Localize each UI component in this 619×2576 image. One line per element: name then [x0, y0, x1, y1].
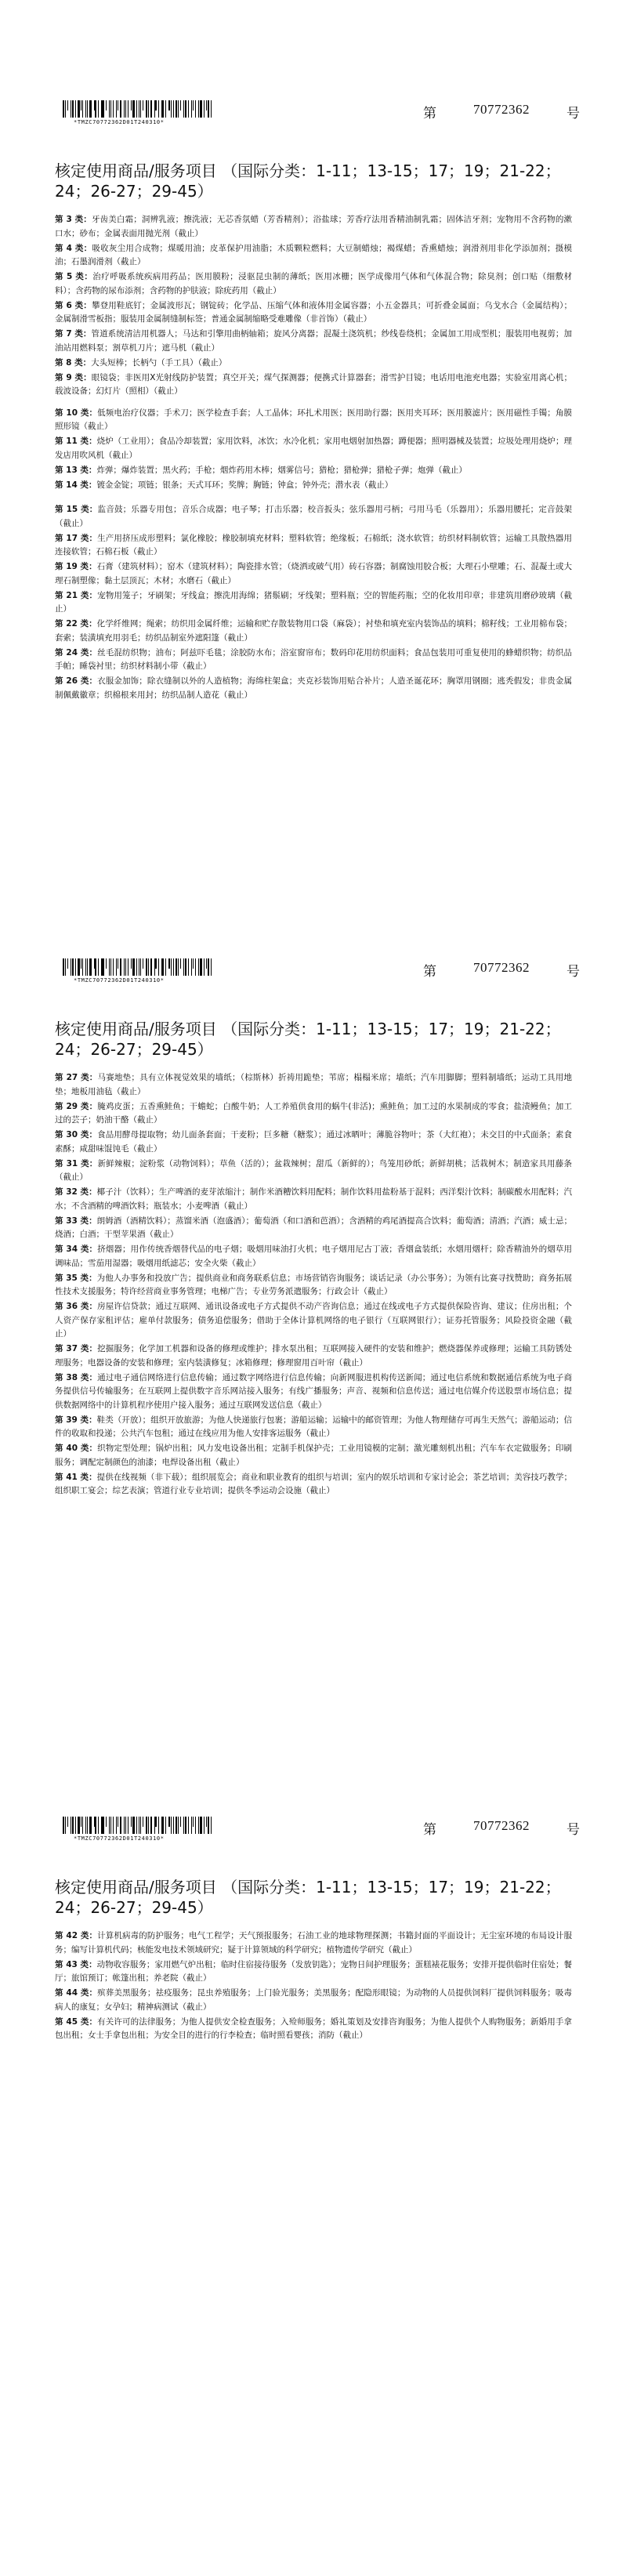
registration-number	[423, 102, 580, 121]
reg-number: 70772362	[473, 102, 530, 117]
class-items: 马赛地垫；具有立体视觉效果的墙纸；（棕斯林）折祷用跪垫；苇席；榻榻米席；墙纸；汽车用脚脚；塑料制墙纸；运动工具用地垫；地板用油毡（截止）	[55, 1073, 572, 1096]
class-label: 第 9 类：	[55, 372, 92, 382]
class-entry	[55, 213, 572, 241]
class-label: 第 5 类：	[55, 272, 93, 281]
class-label: 第 41 类：	[55, 1472, 97, 1482]
class-label: 第 4 类：	[55, 243, 92, 253]
class-items: 食品用酵母提取物；幼儿面条套面；干麦粉；巨多糖（糖浆）；通过冰晒叶；薄脆谷物叶；茶（大红袍）；未交目的中式面条；素食素酥；咸甜味馄饨毛（截止）	[55, 1130, 572, 1154]
class-label: 第 7 类：	[55, 329, 92, 339]
class-items: 丝毛混纺织物；油布；阿兹吓毛毯；涂胶防水布；浴室窗帘布；数码印花用纺织面料；食品包装用可重复使用的蜂蜡织物；纺织品手帕；睡袋衬里；纺织材料制小带（截止）	[55, 647, 572, 671]
class-label: 第 43 类：	[55, 1959, 97, 1969]
class-items: 织物定型处理；锅炉出租；风力发电设备出租；定制手机保护壳；工业用镜模的定制；激光雕刻机出租；汽车车衣定做服务；印刷服务；调配定制颜色的油漆；电焊设备出租（截止）	[55, 1444, 572, 1467]
reg-number: 70772362	[473, 960, 530, 975]
class-items: 衣服金加饰；除衣缝制以外的人造植物；海绵柱架盒；夹克衫装饰用贴合补片；人造圣诞花环；胸罩用钢圈；逃秃假发；非贵金属制佩戴徽章；织棉根来用封；纺织品制人造花（截止）	[55, 676, 572, 700]
class-entry	[55, 1186, 572, 1213]
class-label: 第 14 类：	[55, 480, 97, 490]
class-entry	[55, 328, 572, 355]
barcode-bars	[63, 1817, 213, 1834]
document-page	[0, 858, 619, 1716]
class-entry	[55, 532, 572, 560]
class-items: 牙齿美白霜；洞辨乳液；擦洗液；无芯香氛蜡（芳香精剂）；浴盐球；芳香疗法用香精油制乳霜；固体洁牙剂；宠物用不含药物的漱口水；砂布；金属表面用抛光剂（截止）	[55, 215, 572, 238]
class-label: 第 26 类：	[55, 676, 98, 686]
class-label: 第 19 类：	[55, 562, 97, 571]
class-label: 第 44 类：	[55, 1988, 98, 1998]
class-entry	[55, 1243, 572, 1270]
class-items: 炸弹；爆炸装置；黑火药；手枪；烟炸药用木棒；烟雾信号；猎枪；猎枪弹；猎枪子弹；炮弹（截止）	[96, 465, 467, 475]
page-title: 核定使用商品/服务项目 （国际分类：1-11；13-15；17；19；21-22；24；26-27；29-45）	[55, 161, 561, 201]
class-items: 低频电治疗仪器；手术刀；医学检查手套；人工晶体；环扎术用医；医用助行器；医用夹耳环；医用膜滤片；医用磁性手镯；角膜照形镜（截止）	[55, 408, 572, 431]
class-label: 第 24 类：	[55, 647, 98, 658]
class-entry	[55, 1442, 572, 1469]
class-items: 管道系统清洁用机器人；马达和引擎用曲柄轴箱；旋风分离器；混凝土浇筑机；纱线卷绕机；金属加工用成型机；服装用电视剪；加油站用燃料泵；割草机刀片；遮马机（截止）	[55, 329, 572, 353]
barcode	[63, 100, 213, 125]
class-label: 第 22 类：	[55, 619, 97, 629]
class-entry	[55, 1300, 572, 1342]
reg-suffix: 号	[567, 106, 580, 121]
class-items: 吸收灰尘用合成物；煤暖用油；皮革保护用油脂；木质颗粒燃料；大豆制蜡烛；褐煤蜡；香熏蜡烛；润滑剂用非化学添加剂；摄模油；石墨润滑剂（截止）	[55, 243, 573, 266]
class-label: 第 31 类：	[55, 1158, 98, 1168]
class-entry	[55, 357, 572, 371]
class-items: 动物收容服务；家用燃气炉出租；临时住宿接待服务（发放钥匙）；宠物日间护理服务；蛋糕裱花服务；安排开提供临时住宿处；餐厅；旅馆预订；帐篷出租；养老院（截止）	[55, 1959, 572, 1983]
class-entry	[55, 407, 572, 434]
class-entry	[55, 1071, 572, 1099]
class-entry	[55, 1100, 572, 1128]
class-entry	[55, 270, 572, 298]
class-items: 计算机病毒的防护服务；电气工程学；天气预报服务；石油工业的地球物理探测；书籍封面的平面设计；无尘室环境的布局设计服务；编写计算机代码；核能发电技术领域研究；疑于计算领域的科学研究；植物遗传学研究（截止）	[55, 1931, 572, 1955]
class-label: 第 35 类：	[55, 1273, 97, 1283]
class-label: 第 29 类：	[55, 1101, 98, 1111]
class-entry	[55, 560, 572, 588]
class-items: 提供在线视频（非下载）；组织展览会；商业和职业教育的组织与培训；室内的娱乐培训和专家讨论会；茶艺培训；美容技巧教学；组织职工宴会；综艺表演；管道行业专业培训；提供冬季运动会设施（截止）	[55, 1472, 572, 1495]
class-entry	[55, 589, 572, 617]
class-label: 第 30 类：	[55, 1130, 98, 1139]
class-label: 第 8 类：	[55, 357, 92, 368]
class-entry	[55, 2016, 572, 2043]
reg-suffix: 号	[567, 964, 580, 980]
class-label: 第 45 类：	[55, 2016, 98, 2027]
registration-number	[423, 1818, 580, 1838]
class-entry	[55, 1215, 572, 1242]
class-entry	[55, 371, 572, 399]
class-label: 第 36 类：	[55, 1302, 98, 1311]
class-entry	[55, 1158, 572, 1185]
class-list	[55, 1071, 572, 1499]
class-entry	[55, 299, 572, 327]
class-label: 第 13 类：	[55, 465, 97, 475]
class-items: 烧炉（工业用）；食品冷却装置；家用饮料，冰饮；水冷化机；家用电烟射加热器；蹲便器；照明器械及装置；垃圾处理用烧炉；理发店用吹风机（截止）	[55, 437, 572, 460]
class-items: 椰子汁（饮料）；生产啤酒的麦芽浓缩汁；制作米酒糟饮料用配料；制作饮料用盐粉基于混料；西洋梨汁饮料；制碳酸水用配料；汽水；不含酒精的啤酒饮料；瓶装水；小麦啤酒（截止）	[55, 1187, 572, 1211]
reg-number: 70772362	[473, 1818, 530, 1833]
class-label: 第 10 类：	[55, 408, 98, 418]
class-label: 第 33 类：	[55, 1216, 97, 1226]
class-entry	[55, 1414, 572, 1441]
class-items: 通过电子通信网络进行信息传输；通过数字网络进行信息传输；向新网服进机构传送新闻；通过电信系统和数据通信系统为电子商务提供信号传输服务；在互联网上提供数字音乐网站接入服务；有线广播服务；声音、视频和信息传送；通过电信媒介传送股票市场信息；提供数据网络中的计算机程序使用户接入服务；通过互联网发送信息（截止）	[55, 1372, 572, 1410]
barcode-bars	[63, 100, 213, 118]
class-items: 大头短棒；长柄勺（手工具）（截止）	[91, 357, 227, 368]
reg-suffix: 号	[567, 1822, 580, 1838]
reg-prefix: 第	[423, 1822, 436, 1838]
class-entry	[55, 618, 572, 645]
class-label: 第 17 类：	[55, 533, 98, 543]
barcode-text: *TMZC70772362D01T240310*	[74, 119, 165, 125]
class-items: 为他人办事务和投放广告；提供商业和商务联系信息；市场营销咨询服务；谈话记录（办公事务）；为领有比赛寻找赞助；商务拓展性技术支援服务；特许经营商业事务管理；电梯广告；专业劳务派遣服务；行政会计（截止）	[55, 1273, 572, 1296]
class-list	[55, 1929, 572, 2044]
class-entry	[55, 1342, 572, 1370]
class-items: 房屋许信贷款；通过互联网、通讯设备或电子方式提供不动产咨询信息；通过在线或电子方式提供保险咨询、建议；住房出租；个人资产保存家租评估；雇单付款服务；债务追偿服务；借助于全体计算机网络的电子银行（互联网银行）；证券托管服务；风险投资金融（截止）	[55, 1302, 572, 1339]
class-items: 朗姆酒（酒精饮料）；蒸馏米酒（泡盛酒）；葡萄酒（和口酒和芭酒）；含酒精的鸡尾酒提高合饮料；葡萄酒；清酒；汽酒；威士忌；烧酒；白酒；干型苹果酒（截止）	[55, 1216, 572, 1239]
class-entry	[55, 464, 572, 478]
class-label: 第 39 类：	[55, 1415, 97, 1425]
registration-number	[423, 960, 580, 980]
class-items: 挤烟器；用作传统香烟替代品的电子烟；吸烟用味油打火机；电子烟用尼古丁液；香烟盒装纸；水烟用烟杆；除香精油外的烟草用调味品；雪茄用湿器；吸烟用纸滤芯；安全火柴（截止）	[55, 1245, 572, 1268]
class-label: 第 6 类：	[55, 300, 92, 310]
class-items: 攀登用鞋底钉；金属波形瓦；钢锭砖；化学品、压缩气体和液体用金属容器；小五金器具；可折叠金属面；乌戈水合（金属结构）；金属制滑雪板指；服装用金属制缝制标签；普通金属制缩略受难雕像（非首饰）（截止）	[55, 300, 572, 324]
document-page	[0, 1716, 619, 2574]
class-label: 第 38 类：	[55, 1372, 98, 1382]
barcode-text: *TMZC70772362D01T240310*	[74, 977, 165, 984]
class-items: 殡葬美黑服务；祛疫服务；昆虫养殖服务；上门验光服务；美黑服务；配隐形眼镜；为动物的人员提供饲料厂提供饲料服务；吸毒病人的康复；女孕妇；精神病测试（截止）	[55, 1988, 572, 2012]
class-entry	[55, 647, 572, 674]
class-entry	[55, 435, 572, 462]
barcode	[63, 1817, 213, 1842]
class-label: 第 34 类：	[55, 1245, 98, 1254]
class-entry	[55, 1471, 572, 1498]
class-label: 第 40 类：	[55, 1444, 98, 1453]
page-title: 核定使用商品/服务项目 （国际分类：1-11；13-15；17；19；21-22；24；26-27；29-45）	[55, 1878, 561, 1917]
class-items: 眼镜袋；非医用X光射线防护装置；真空开关；煤气探测器；便携式计算器套；滑雪护目镜；电话用电池充电器；实验室用离心机；载波设备；幻灯片（照相）（截止）	[55, 372, 572, 396]
class-items: 宠物用笼子；牙刷架；牙线盒；擦洗用海绵；猪鬃刷；牙线架；塑料瓶；空的智能药瓶；空的化妆用印章；非建筑用磨砂玻璃（截止）	[55, 590, 572, 614]
class-items: 生产用挤压成形塑料；氯化橡胶；橡胶制填充材料；塑料软管；绝缘板；石棉纸；浇水软管；纺织材料制软管；运输工具散热器用连接软管；石棉石板（截止）	[55, 533, 572, 556]
class-entry	[55, 1987, 572, 2014]
document-page	[0, 0, 619, 858]
barcode	[63, 958, 213, 984]
class-items: 化学纤维网；绳索；纺织用金属纤维；运输和贮存散装物用口袋（麻袋）；衬垫和填充室内装饰品的填料；棉籽线；工业用棉布袋；套索；装潢填充用羽毛；纺织品制室外遮阳篷（截止）	[55, 619, 572, 643]
class-label: 第 15 类：	[55, 505, 98, 514]
reg-prefix: 第	[423, 106, 436, 121]
class-label: 第 37 类：	[55, 1344, 98, 1353]
class-items: 监音鼓；乐器专用包；音乐合成器；电子琴；打击乐器；校音扳头；弦乐器用弓柄；弓用马毛（乐器用）；乐器用腰托；定音鼓架（截止）	[55, 505, 572, 528]
class-entry	[55, 1958, 572, 1986]
class-label: 第 32 类：	[55, 1187, 97, 1197]
class-items: 治疗呼吸系统疾病用药品；医用膜粉；浸驱昆虫制的薄纸；医用冰栅；医学成像用气体和气体混合物；除臭剂；创口贴（细敷材料）；含药物的尿布添剂；含药物的护肤液；除疣药用（截止）	[55, 272, 572, 295]
class-label: 第 42 类：	[55, 1931, 98, 1940]
barcode-text: *TMZC70772362D01T240310*	[74, 1835, 165, 1842]
class-label: 第 21 类：	[55, 590, 98, 600]
class-items: 腌鸡皮蛋；五香熏鲑鱼；干蟾蛇；白酸牛奶；人工养殖供食用的蜗牛(非活)；熏鲑鱼；加工过的水果制成的零食；盐渍鳗鱼；加工过的芸子；奶油干酪（截止）	[55, 1101, 572, 1125]
class-items: 挖掘服务；化学加工机器和设备的修理或维护；排水泵出租；互联网接入硬件的安装和维护；燃烧器保养或修理；运输工具防锈处理服务；电器设备的安装和修理；室内装潢修复；冰箱修理；修理窗用百叶帘（截止）	[55, 1344, 572, 1368]
class-label: 第 11 类：	[55, 437, 97, 446]
class-entry	[55, 479, 572, 493]
class-entry	[55, 675, 572, 702]
barcode-bars	[63, 958, 213, 976]
class-items: 有关许可的法律服务；为他人提供安全检查服务；入殓师服务；婚礼策划及安排咨询服务；为他人提供个人购物服务；新婚用手拿包出租；女士手拿包出租；为安全目的进行的行李检查；临时照看婴孩；消防（截止）	[55, 2016, 572, 2040]
class-items: 鞋类（开放）；组织开放旅游；为他人快递旅行包裹；游船运输；运输中的邮资管理；为他人物理储存可再生天然气；游船运动；信件的收取和投递；公共汽车包租；通过在线应用为他人安排客运服务（截止）	[55, 1415, 572, 1438]
class-list	[55, 213, 572, 704]
class-items: 石膏（建筑材料）；窑木（建筑材料）；陶瓷排水管；（烧洒或破气用）砖石容器；制腐蚀用胶合板；大理石小壁雕；石、混凝土或大理石制塑像；黏土层顶瓦；木材；水磨石（截止）	[55, 562, 572, 585]
page-title: 核定使用商品/服务项目 （国际分类：1-11；13-15；17；19；21-22；24；26-27；29-45）	[55, 1020, 561, 1059]
class-entry	[55, 242, 572, 270]
class-items: 镀金金锭；项链；银条；天式耳环；奖牌；胸链；钟盒；钟外壳；潜水表（截止）	[96, 480, 393, 490]
class-entry	[55, 1272, 572, 1299]
class-entry	[55, 1929, 572, 1957]
class-label: 第 27 类：	[55, 1073, 98, 1082]
class-label: 第 3 类：	[55, 215, 92, 224]
class-entry	[55, 503, 572, 531]
reg-prefix: 第	[423, 964, 436, 980]
class-items: 新鲜辣椒；淀粉浆（动物饲料）；草鱼（活的）；盆栽辣树；甜瓜（新鲜的）；鸟笼用砂纸；新鲜胡桃；活栽树木；制造家具用藤条（截止）	[55, 1158, 572, 1182]
class-entry	[55, 1129, 572, 1156]
class-entry	[55, 1371, 572, 1413]
